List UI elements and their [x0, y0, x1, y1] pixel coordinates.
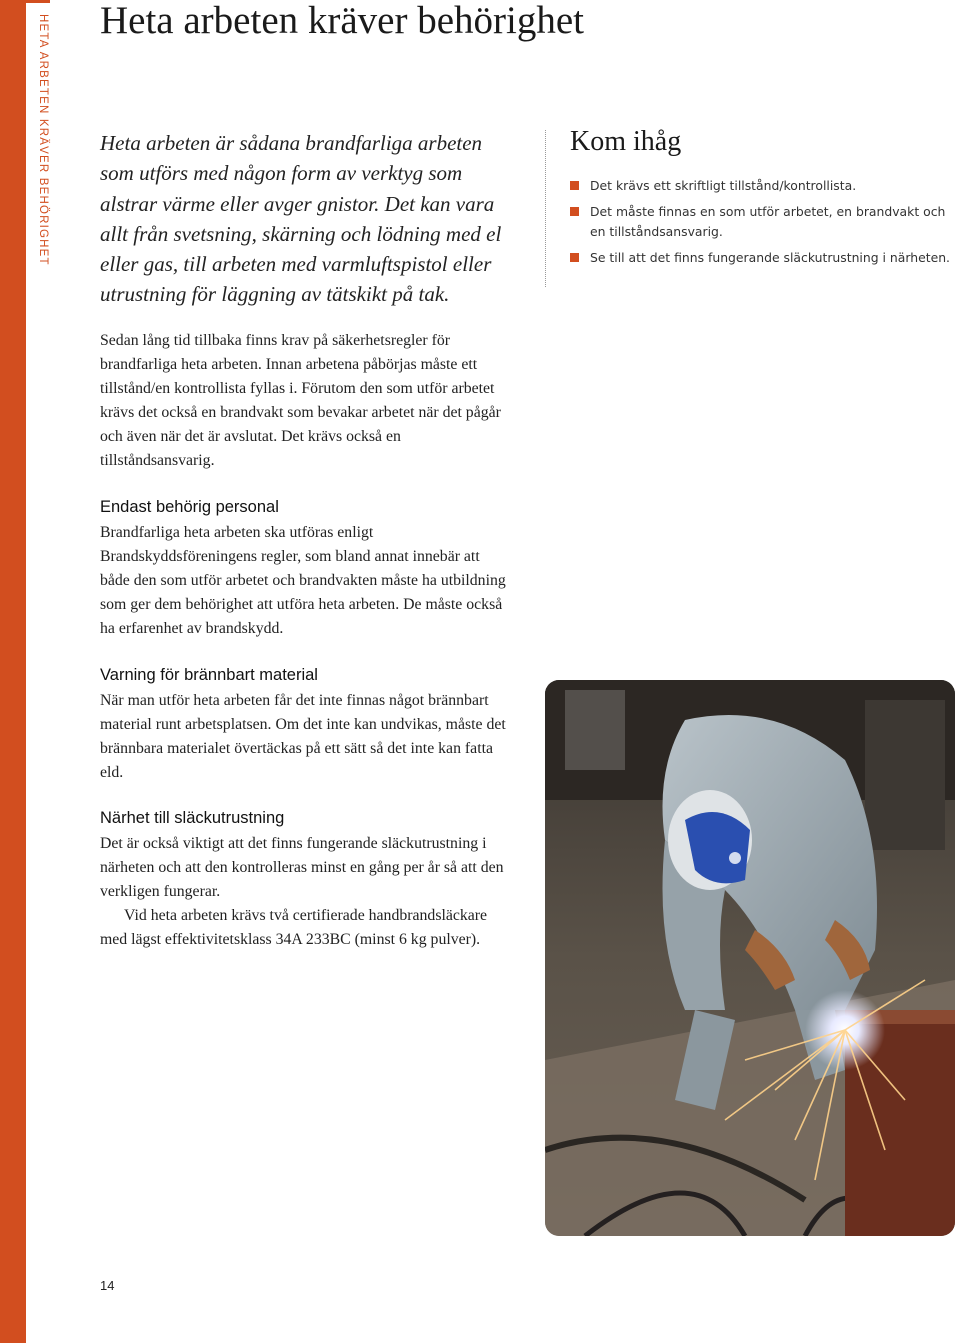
- remember-item: [570, 202, 950, 242]
- body-paragraph: Sedan lång tid tillbaka finns krav på säkerhetsregler för brandfarliga heta arbeten. Innan arbetena påbörjas måste ett tillstånd/en kontrollista fyllas i. Förutom den som utför arbetet krävs det också en brandvakt som bevakar arbetet när det pågår och även när det är avslutat. Det krävs också en tillståndsansvarig.: [100, 332, 501, 469]
- square-bullet-icon: [570, 207, 579, 216]
- welder-illustration: [545, 680, 955, 1236]
- page-title: Heta arbeten kräver behörighet: [100, 0, 584, 42]
- remember-title: Kom ihåg: [570, 126, 682, 157]
- intro-paragraph: Heta arbeten är sådana brandfarliga arbeten som utförs med någon form av verktyg som alstrar värme eller avger gnistor. Det kan vara allt från svetsning, skärning och lödning med el eller gas, till arbeten med varmluftspistol eller utrustning för läggning av tätskikt på tak.: [100, 131, 502, 307]
- welder-photo: [545, 680, 955, 1236]
- side-top-line: [26, 0, 50, 3]
- remember-item-text: Se till att det finns fungerande släckutrustning i närheten.: [590, 250, 950, 265]
- section-text-extinguisher-2: Vid heta arbeten krävs två certifierade handbrandsläckare med lägst effektivitetsklass 34A 233BC (minst 6 kg pulver).: [100, 907, 488, 948]
- page-number: 14: [100, 1278, 115, 1293]
- square-bullet-icon: [570, 253, 579, 262]
- remember-item: [570, 248, 950, 268]
- section-text-personal: Brandfarliga heta arbeten ska utföras enligt Brandskyddsföreningens regler, som bland annat innebär att både den som utför arbetet och brandvakten måste ha utbildning som ger dem behörighet att utföra heta arbeten. De måste också ha erfarenhet av brandskydd.: [100, 524, 506, 637]
- remember-list: [570, 176, 950, 274]
- section-text-material: När man utför heta arbeten får det inte finnas något brännbart material runt arbetsplatsen. Om det inte kan undvikas, måste det brännbara materialet övertäckas på ett sätt så det inte kan fatta eld.: [100, 692, 506, 781]
- remember-item-text: Det krävs ett skriftligt tillstånd/kontrollista.: [590, 178, 857, 193]
- side-accent-bar: [0, 0, 26, 1343]
- remember-item-text: Det måste finnas en som utför arbetet, en brandvakt och en tillståndsansvarig.: [590, 204, 946, 239]
- section-heading-material: Varning för brännbart material: [100, 666, 318, 684]
- side-section-label: HETA ARBETEN KRÄVER BEHÖRIGHET: [37, 14, 49, 266]
- square-bullet-icon: [570, 181, 579, 190]
- column-divider: [545, 130, 546, 287]
- remember-item: [570, 176, 950, 196]
- section-text-extinguisher-1: Det är också viktigt att det finns fungerande släckutrustning i närheten och att den kontrolleras minst en gång per år så att den verkligen fungerar.: [100, 835, 504, 900]
- section-heading-extinguisher: Närhet till släckutrustning: [100, 809, 285, 827]
- section-heading-personal: Endast behörig personal: [100, 498, 279, 516]
- section-text-extinguisher: [100, 832, 510, 952]
